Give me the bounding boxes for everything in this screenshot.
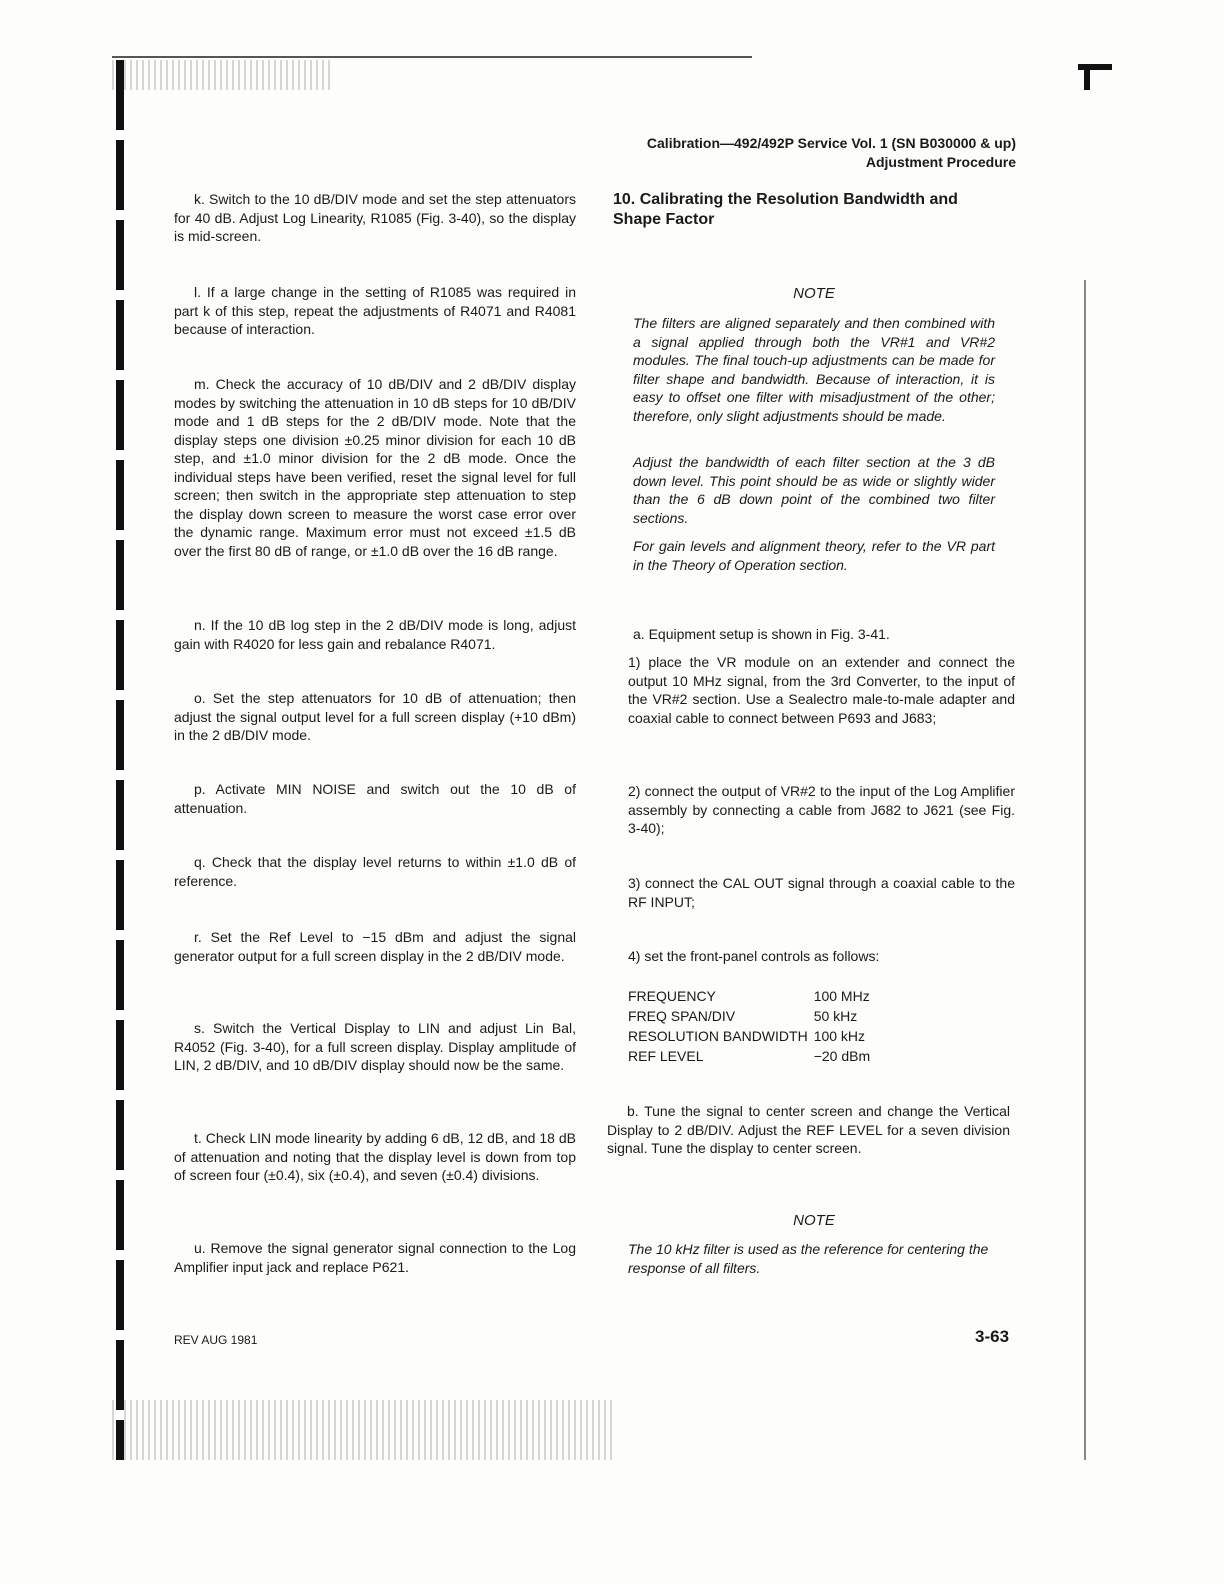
scan-border-line	[112, 56, 752, 58]
note-paragraph: Adjust the bandwidth of each filter section at the 3 dB down level. This point should be as wide or slightly wider than the 6 dB down point of the combined two filter sections.	[633, 454, 995, 526]
control-value: 100 MHz	[813, 987, 870, 1004]
step-n: n. If the 10 dB log step in the 2 dB/DIV mode is long, adjust gain with R4020 for less gain and rebalance R4071.	[174, 617, 576, 652]
running-header: Calibration—492/492P Service Vol. 1 (SN B030000 & up)	[646, 135, 1016, 151]
control-name: FREQUENCY	[628, 987, 716, 1004]
table-row	[628, 1026, 876, 1046]
step-o: o. Set the step attenuators for 10 dB of attenuation; then adjust the signal output level for a full screen display (+10 dBm) in the 2 dB/DIV mode.	[174, 690, 576, 743]
step-b: b. Tune the signal to center screen and change the Vertical Display to 2 dB/DIV. Adjust the REF LEVEL for a seven division signal. Tune the display to center screen.	[607, 1103, 1010, 1156]
table-row	[628, 986, 876, 1006]
control-name: RESOLUTION BANDWIDTH	[628, 1027, 808, 1044]
substep-4: 4) set the front-panel controls as follows:	[628, 948, 880, 964]
scan-artifact	[112, 1400, 612, 1460]
note-title: NOTE	[793, 285, 835, 302]
step-p: p. Activate MIN NOISE and switch out the 10 dB of attenuation.	[174, 781, 576, 816]
step-s: s. Switch the Vertical Display to LIN and adjust Lin Bal, R4052 (Fig. 3-40), for a full screen display. Display amplitude of LIN, 2 dB/DIV, and 10 dB/DIV display should now be the same.	[174, 1020, 576, 1073]
control-value: 50 kHz	[813, 1007, 858, 1024]
step-t: t. Check LIN mode linearity by adding 6 dB, 12 dB, and 18 dB of attenuation and noting that the display level is down from top of screen four (±0.4), six (±0.4), and seven (±0.4) divisions.	[174, 1130, 576, 1183]
step-m: m. Check the accuracy of 10 dB/DIV and 2 dB/DIV display modes by switching the attenuation in 10 dB steps for 10 dB/DIV mode and 1 dB steps for the 2 dB/DIV mode. Note that the display steps one division ±0.25 minor division for each 10 dB step, and ±1.0 minor division for the 2 dB mode. Once the individual steps have been verified, reset the signal level for full screen; then switch in the appropriate step attenuation to step the display down screen to measure the worst case error over the dynamic range. Maximum error must not exceed ±1.5 dB over the first 80 dB of range, or ±1.0 dB over the 16 dB range.	[174, 376, 576, 559]
binding-edge	[116, 60, 124, 1460]
note-paragraph: The filters are aligned separately and then combined with a signal applied through both the VR#1 and VR#2 modules. The final touch-up adjustments can be made for filter shape and bandwidth. Because of interaction, it is easy to offset one filter with misadjustment of the other; therefore, only slight adjustments should be made.	[633, 315, 995, 424]
step-a: a. Equipment setup is shown in Fig. 3-41.	[633, 626, 890, 642]
running-subheader: Adjustment Procedure	[865, 154, 1016, 170]
substep-3: 3) connect the CAL OUT signal through a coaxial cable to the RF INPUT;	[628, 875, 1015, 910]
substep-2: 2) connect the output of VR#2 to the input of the Log Amplifier assembly by connecting a cable from J682 to J621 (see Fig. 3-40);	[628, 783, 1015, 836]
note-title: NOTE	[793, 1212, 835, 1229]
step-k: k. Switch to the 10 dB/DIV mode and set the step attenuators for 40 dB. Adjust Log Linearity, R1085 (Fig. 3-40), so the display is mid-screen.	[174, 191, 576, 244]
step-u: u. Remove the signal generator signal connection to the Log Amplifier input jack and replace P621.	[174, 1240, 576, 1275]
step-l: l. If a large change in the setting of R1085 was required in part k of this step, repeat the adjustments of R4071 and R4081 because of interaction.	[174, 284, 576, 337]
revision-date: REV AUG 1981	[174, 1333, 258, 1347]
scan-artifact	[112, 60, 332, 90]
note-paragraph: The 10 kHz filter is used as the reference for centering the response of all filters.	[628, 1241, 989, 1276]
step-r: r. Set the Ref Level to −15 dBm and adjust the signal generator output for a full screen display in the 2 dB/DIV mode.	[174, 929, 576, 964]
table-row	[628, 1006, 876, 1026]
table-row	[628, 1046, 876, 1066]
note-paragraph: For gain levels and alignment theory, refer to the VR part in the Theory of Operation section.	[633, 538, 995, 573]
step-q: q. Check that the display level returns to within ±1.0 dB of reference.	[174, 854, 576, 889]
page-number: 3-63	[975, 1327, 1010, 1346]
control-value: 100 kHz	[813, 1027, 866, 1044]
scan-edge-line	[1084, 280, 1086, 1460]
substep-1: 1) place the VR module on an extender and connect the output 10 MHz signal, from the 3rd Converter, to the input of the VR#2 section. Use a Sealectro male-to-male adapter and coaxial cable to connect between P693 and J683;	[628, 654, 1015, 726]
control-name: FREQ SPAN/DIV	[628, 1007, 736, 1024]
control-settings-table	[628, 986, 876, 1066]
control-value: −20 dBm	[813, 1047, 871, 1064]
control-name: REF LEVEL	[628, 1047, 704, 1064]
corner-mark	[1084, 64, 1090, 90]
section-heading: 10. Calibrating the Resolution Bandwidth and Shape Factor	[613, 191, 958, 228]
